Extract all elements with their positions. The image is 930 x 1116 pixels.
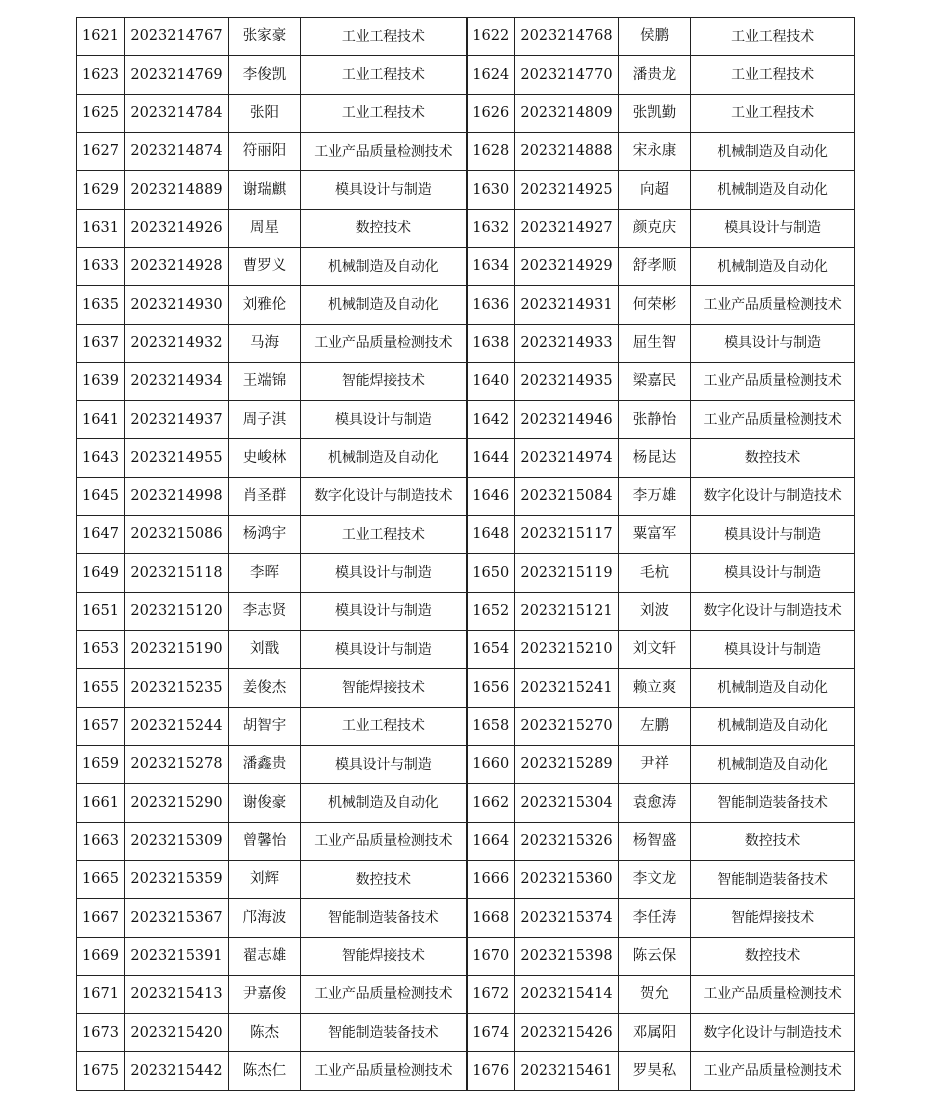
student-name-cell: 张凯勤 [619, 94, 691, 132]
table-row [77, 18, 855, 56]
student-name-cell: 王端锦 [229, 362, 301, 400]
table-row [77, 56, 855, 94]
student-id-cell: 2023215360 [515, 860, 619, 898]
major-cell: 机械制造及自动化 [691, 171, 855, 209]
student-name-cell: 潘鑫贵 [229, 745, 301, 783]
student-name-cell: 符丽阳 [229, 132, 301, 170]
table-row [77, 401, 855, 439]
seq-number-cell: 1657 [77, 707, 125, 745]
student-id-cell: 2023215270 [515, 707, 619, 745]
major-cell: 机械制造及自动化 [301, 439, 467, 477]
student-id-cell: 2023215086 [125, 516, 229, 554]
seq-number-cell: 1676 [467, 1052, 515, 1090]
student-id-cell: 2023214784 [125, 94, 229, 132]
student-id-cell: 2023215241 [515, 669, 619, 707]
student-id-cell: 2023214770 [515, 56, 619, 94]
major-cell: 工业产品质量检测技术 [301, 1052, 467, 1090]
table-row [77, 592, 855, 630]
table-row [77, 132, 855, 170]
table-row [77, 860, 855, 898]
major-cell: 工业工程技术 [301, 707, 467, 745]
table-row [77, 745, 855, 783]
major-cell: 数控技术 [301, 209, 467, 247]
student-name-cell: 赖立爽 [619, 669, 691, 707]
student-name-cell: 杨鸿宇 [229, 516, 301, 554]
student-name-cell: 李志贤 [229, 592, 301, 630]
major-cell: 智能焊接技术 [301, 669, 467, 707]
major-cell: 数字化设计与制造技术 [691, 477, 855, 515]
major-cell: 数控技术 [691, 439, 855, 477]
major-cell: 机械制造及自动化 [301, 247, 467, 285]
table-row [77, 477, 855, 515]
seq-number-cell: 1652 [467, 592, 515, 630]
major-cell: 机械制造及自动化 [691, 247, 855, 285]
table-row [77, 1052, 855, 1090]
student-name-cell: 梁嘉民 [619, 362, 691, 400]
major-cell: 机械制造及自动化 [691, 745, 855, 783]
seq-number-cell: 1638 [467, 324, 515, 362]
seq-number-cell: 1628 [467, 132, 515, 170]
major-cell: 数控技术 [691, 937, 855, 975]
seq-number-cell: 1629 [77, 171, 125, 209]
major-cell: 工业工程技术 [691, 18, 855, 56]
student-name-cell: 周星 [229, 209, 301, 247]
major-cell: 智能焊接技术 [691, 899, 855, 937]
student-name-cell: 胡智宇 [229, 707, 301, 745]
student-name-cell: 尹嘉俊 [229, 975, 301, 1013]
student-id-cell: 2023214937 [125, 401, 229, 439]
seq-number-cell: 1632 [467, 209, 515, 247]
student-name-cell: 张家豪 [229, 18, 301, 56]
student-id-cell: 2023215118 [125, 554, 229, 592]
major-cell: 工业产品质量检测技术 [691, 362, 855, 400]
seq-number-cell: 1658 [467, 707, 515, 745]
seq-number-cell: 1653 [77, 631, 125, 669]
student-id-cell: 2023214935 [515, 362, 619, 400]
student-name-cell: 屈生智 [619, 324, 691, 362]
student-id-cell: 2023215461 [515, 1052, 619, 1090]
major-cell: 工业产品质量检测技术 [301, 324, 467, 362]
student-name-cell: 颜克庆 [619, 209, 691, 247]
major-cell: 模具设计与制造 [301, 554, 467, 592]
seq-number-cell: 1636 [467, 286, 515, 324]
table-row [77, 784, 855, 822]
student-id-cell: 2023215210 [515, 631, 619, 669]
student-name-cell: 肖圣群 [229, 477, 301, 515]
seq-number-cell: 1644 [467, 439, 515, 477]
student-id-cell: 2023215391 [125, 937, 229, 975]
student-id-cell: 2023214998 [125, 477, 229, 515]
student-id-cell: 2023215119 [515, 554, 619, 592]
major-cell: 工业工程技术 [301, 94, 467, 132]
seq-number-cell: 1673 [77, 1014, 125, 1052]
seq-number-cell: 1663 [77, 822, 125, 860]
major-cell: 数控技术 [301, 860, 467, 898]
seq-number-cell: 1664 [467, 822, 515, 860]
major-cell: 工业工程技术 [301, 18, 467, 56]
student-id-cell: 2023215426 [515, 1014, 619, 1052]
student-name-cell: 粟富军 [619, 516, 691, 554]
student-id-cell: 2023215359 [125, 860, 229, 898]
student-id-cell: 2023215442 [125, 1052, 229, 1090]
seq-number-cell: 1633 [77, 247, 125, 285]
major-cell: 模具设计与制造 [301, 401, 467, 439]
seq-number-cell: 1655 [77, 669, 125, 707]
student-name-cell: 杨智盛 [619, 822, 691, 860]
major-cell: 工业工程技术 [691, 94, 855, 132]
student-name-cell: 罗昊私 [619, 1052, 691, 1090]
major-cell: 数字化设计与制造技术 [691, 1014, 855, 1052]
table-row [77, 631, 855, 669]
student-name-cell: 谢俊豪 [229, 784, 301, 822]
major-cell: 数控技术 [691, 822, 855, 860]
major-cell: 模具设计与制造 [691, 516, 855, 554]
seq-number-cell: 1647 [77, 516, 125, 554]
major-cell: 工业工程技术 [301, 56, 467, 94]
student-id-cell: 2023214809 [515, 94, 619, 132]
student-name-cell: 李晖 [229, 554, 301, 592]
seq-number-cell: 1662 [467, 784, 515, 822]
student-id-cell: 2023214768 [515, 18, 619, 56]
student-name-cell: 曹罗义 [229, 247, 301, 285]
seq-number-cell: 1648 [467, 516, 515, 554]
student-name-cell: 左鹏 [619, 707, 691, 745]
major-cell: 工业产品质量检测技术 [301, 975, 467, 1013]
student-name-cell: 张阳 [229, 94, 301, 132]
seq-number-cell: 1660 [467, 745, 515, 783]
student-name-cell: 周子淇 [229, 401, 301, 439]
major-cell: 模具设计与制造 [691, 324, 855, 362]
student-id-cell: 2023215117 [515, 516, 619, 554]
table-row [77, 362, 855, 400]
seq-number-cell: 1623 [77, 56, 125, 94]
student-id-cell: 2023214930 [125, 286, 229, 324]
student-name-cell: 邓属阳 [619, 1014, 691, 1052]
major-cell: 机械制造及自动化 [301, 784, 467, 822]
table-row [77, 554, 855, 592]
seq-number-cell: 1625 [77, 94, 125, 132]
student-id-cell: 2023215235 [125, 669, 229, 707]
major-cell: 机械制造及自动化 [691, 707, 855, 745]
seq-number-cell: 1668 [467, 899, 515, 937]
seq-number-cell: 1627 [77, 132, 125, 170]
seq-number-cell: 1631 [77, 209, 125, 247]
seq-number-cell: 1666 [467, 860, 515, 898]
major-cell: 智能制造装备技术 [301, 1014, 467, 1052]
seq-number-cell: 1667 [77, 899, 125, 937]
student-name-cell: 李任涛 [619, 899, 691, 937]
seq-number-cell: 1674 [467, 1014, 515, 1052]
student-id-cell: 2023214925 [515, 171, 619, 209]
student-name-cell: 何荣彬 [619, 286, 691, 324]
student-name-cell: 舒孝顺 [619, 247, 691, 285]
student-name-cell: 侯鹏 [619, 18, 691, 56]
student-name-cell: 贺允 [619, 975, 691, 1013]
seq-number-cell: 1621 [77, 18, 125, 56]
major-cell: 模具设计与制造 [691, 554, 855, 592]
table-row [77, 286, 855, 324]
student-id-cell: 2023214932 [125, 324, 229, 362]
student-id-cell: 2023214926 [125, 209, 229, 247]
student-id-cell: 2023214928 [125, 247, 229, 285]
seq-number-cell: 1637 [77, 324, 125, 362]
student-id-cell: 2023214889 [125, 171, 229, 209]
seq-number-cell: 1651 [77, 592, 125, 630]
major-cell: 工业产品质量检测技术 [691, 286, 855, 324]
student-name-cell: 毛杭 [619, 554, 691, 592]
seq-number-cell: 1643 [77, 439, 125, 477]
major-cell: 模具设计与制造 [691, 631, 855, 669]
major-cell: 智能制造装备技术 [301, 899, 467, 937]
major-cell: 智能制造装备技术 [691, 860, 855, 898]
student-name-cell: 刘辉 [229, 860, 301, 898]
student-id-cell: 2023215084 [515, 477, 619, 515]
major-cell: 模具设计与制造 [301, 631, 467, 669]
table-row [77, 247, 855, 285]
major-cell: 智能焊接技术 [301, 362, 467, 400]
major-cell: 数字化设计与制造技术 [691, 592, 855, 630]
student-name-cell: 袁愈涛 [619, 784, 691, 822]
student-name-cell: 曾馨怡 [229, 822, 301, 860]
seq-number-cell: 1634 [467, 247, 515, 285]
seq-number-cell: 1624 [467, 56, 515, 94]
seq-number-cell: 1671 [77, 975, 125, 1013]
student-id-cell: 2023214929 [515, 247, 619, 285]
student-id-cell: 2023215190 [125, 631, 229, 669]
seq-number-cell: 1654 [467, 631, 515, 669]
major-cell: 机械制造及自动化 [691, 132, 855, 170]
table-row [77, 899, 855, 937]
table-row [77, 822, 855, 860]
student-id-cell: 2023215278 [125, 745, 229, 783]
seq-number-cell: 1672 [467, 975, 515, 1013]
student-id-cell: 2023215367 [125, 899, 229, 937]
table-row [77, 171, 855, 209]
student-id-cell: 2023215290 [125, 784, 229, 822]
student-id-cell: 2023214933 [515, 324, 619, 362]
table-row [77, 937, 855, 975]
student-name-cell: 陈杰 [229, 1014, 301, 1052]
seq-number-cell: 1646 [467, 477, 515, 515]
student-id-cell: 2023214955 [125, 439, 229, 477]
student-id-cell: 2023214767 [125, 18, 229, 56]
student-id-cell: 2023214934 [125, 362, 229, 400]
seq-number-cell: 1669 [77, 937, 125, 975]
seq-number-cell: 1665 [77, 860, 125, 898]
student-name-cell: 向超 [619, 171, 691, 209]
student-name-cell: 李万雄 [619, 477, 691, 515]
major-cell: 工业工程技术 [691, 56, 855, 94]
table-row [77, 975, 855, 1013]
student-name-cell: 马海 [229, 324, 301, 362]
student-id-cell: 2023215121 [515, 592, 619, 630]
student-name-cell: 姜俊杰 [229, 669, 301, 707]
student-id-cell: 2023215326 [515, 822, 619, 860]
table-row [77, 516, 855, 554]
seq-number-cell: 1670 [467, 937, 515, 975]
roster-body [77, 18, 855, 1091]
seq-number-cell: 1622 [467, 18, 515, 56]
seq-number-cell: 1649 [77, 554, 125, 592]
major-cell: 模具设计与制造 [301, 745, 467, 783]
student-name-cell: 刘雅伦 [229, 286, 301, 324]
student-id-cell: 2023215398 [515, 937, 619, 975]
seq-number-cell: 1675 [77, 1052, 125, 1090]
student-name-cell: 陈杰仁 [229, 1052, 301, 1090]
major-cell: 工业产品质量检测技术 [691, 1052, 855, 1090]
student-name-cell: 尹祥 [619, 745, 691, 783]
student-id-cell: 2023215374 [515, 899, 619, 937]
major-cell: 工业工程技术 [301, 516, 467, 554]
major-cell: 数字化设计与制造技术 [301, 477, 467, 515]
seq-number-cell: 1635 [77, 286, 125, 324]
major-cell: 模具设计与制造 [301, 592, 467, 630]
student-id-cell: 2023214874 [125, 132, 229, 170]
student-name-cell: 刘文轩 [619, 631, 691, 669]
seq-number-cell: 1642 [467, 401, 515, 439]
student-name-cell: 陈云保 [619, 937, 691, 975]
student-name-cell: 李文龙 [619, 860, 691, 898]
student-id-cell: 2023214927 [515, 209, 619, 247]
student-name-cell: 史峻林 [229, 439, 301, 477]
student-name-cell: 潘贵龙 [619, 56, 691, 94]
major-cell: 模具设计与制造 [691, 209, 855, 247]
student-roster-table [76, 17, 855, 1091]
major-cell: 工业产品质量检测技术 [691, 975, 855, 1013]
seq-number-cell: 1661 [77, 784, 125, 822]
seq-number-cell: 1640 [467, 362, 515, 400]
student-id-cell: 2023215420 [125, 1014, 229, 1052]
student-id-cell: 2023215414 [515, 975, 619, 1013]
student-name-cell: 刘波 [619, 592, 691, 630]
major-cell: 工业产品质量检测技术 [301, 132, 467, 170]
major-cell: 智能焊接技术 [301, 937, 467, 975]
student-id-cell: 2023214931 [515, 286, 619, 324]
student-id-cell: 2023215244 [125, 707, 229, 745]
major-cell: 机械制造及自动化 [301, 286, 467, 324]
seq-number-cell: 1630 [467, 171, 515, 209]
student-name-cell: 邝海波 [229, 899, 301, 937]
seq-number-cell: 1645 [77, 477, 125, 515]
table-row [77, 209, 855, 247]
major-cell: 工业产品质量检测技术 [301, 822, 467, 860]
seq-number-cell: 1626 [467, 94, 515, 132]
student-id-cell: 2023215413 [125, 975, 229, 1013]
student-id-cell: 2023214946 [515, 401, 619, 439]
student-id-cell: 2023214888 [515, 132, 619, 170]
major-cell: 模具设计与制造 [301, 171, 467, 209]
student-name-cell: 宋永康 [619, 132, 691, 170]
student-id-cell: 2023214769 [125, 56, 229, 94]
seq-number-cell: 1656 [467, 669, 515, 707]
table-row [77, 94, 855, 132]
student-id-cell: 2023215120 [125, 592, 229, 630]
major-cell: 机械制造及自动化 [691, 669, 855, 707]
table-row [77, 1014, 855, 1052]
student-id-cell: 2023214974 [515, 439, 619, 477]
student-name-cell: 翟志雄 [229, 937, 301, 975]
table-row [77, 324, 855, 362]
seq-number-cell: 1659 [77, 745, 125, 783]
student-name-cell: 刘戬 [229, 631, 301, 669]
table-row [77, 669, 855, 707]
student-id-cell: 2023215304 [515, 784, 619, 822]
major-cell: 智能制造装备技术 [691, 784, 855, 822]
student-id-cell: 2023215309 [125, 822, 229, 860]
table-row [77, 707, 855, 745]
seq-number-cell: 1641 [77, 401, 125, 439]
major-cell: 工业产品质量检测技术 [691, 401, 855, 439]
student-name-cell: 杨昆达 [619, 439, 691, 477]
table-row [77, 439, 855, 477]
seq-number-cell: 1639 [77, 362, 125, 400]
student-id-cell: 2023215289 [515, 745, 619, 783]
student-name-cell: 张静怡 [619, 401, 691, 439]
student-name-cell: 李俊凯 [229, 56, 301, 94]
seq-number-cell: 1650 [467, 554, 515, 592]
student-name-cell: 谢瑞麒 [229, 171, 301, 209]
